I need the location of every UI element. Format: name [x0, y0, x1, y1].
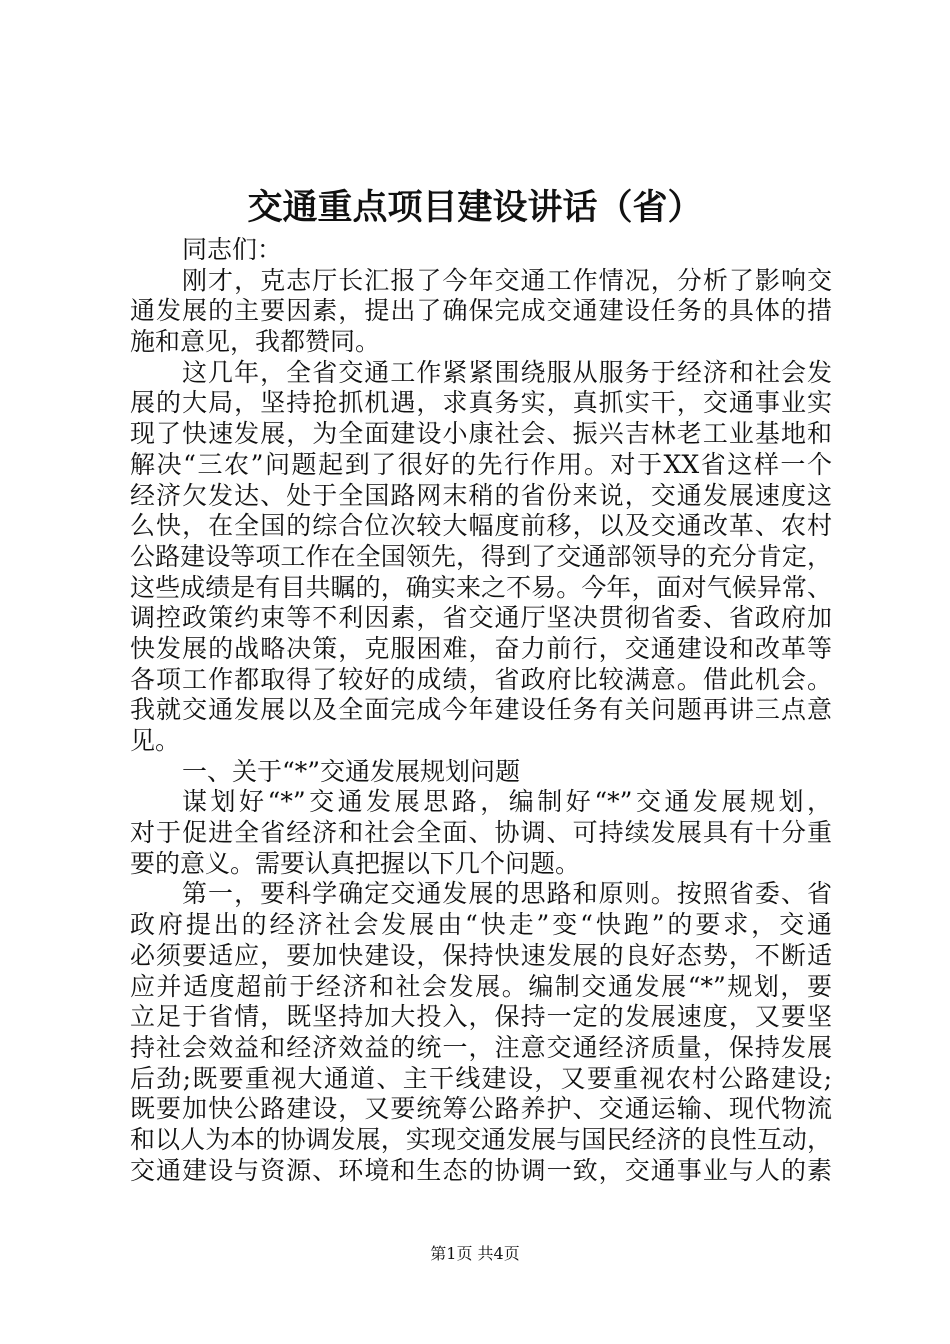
- paragraph: [130, 266, 832, 358]
- document-title: 交通重点项目建设讲话（省）: [247, 188, 703, 228]
- text-line: 么快，在全国的综合位次较大幅度前移，以及交通改革、农村: [130, 511, 832, 541]
- text-line: 一、关于“*”交通发展规划问题: [182, 756, 521, 786]
- text-line: 政府提出的经济社会发展由“快走”变“快跑”的要求，交通: [130, 910, 832, 940]
- text-line: 刚才，克志厅长汇报了今年交通工作情况，分析了影响交: [182, 265, 832, 295]
- text-line: 第一，要科学确定交通发展的思路和原则。按照省委、省: [182, 879, 832, 909]
- text-line: 公路建设等项工作在全国领先，得到了交通部领导的充分肯定，: [130, 541, 832, 571]
- text-line: 必须要适应，要加快建设，保持快速发展的良好态势，不断适: [130, 940, 832, 970]
- text-line: 通发展的主要因素，提出了确保完成交通建设任务的具体的措: [130, 296, 832, 326]
- text-line: 应并适度超前于经济和社会发展。编制交通发展“*”规划，要: [130, 971, 832, 1001]
- text-line: 见。: [130, 726, 181, 755]
- paragraph: [130, 879, 832, 1186]
- text-line: 对于促进全省经济和社会全面、协调、可持续发展具有十分重: [130, 818, 832, 848]
- text-line: 后劲;既要重视大通道、主干线建设，又要重视农村公路建设;: [130, 1063, 832, 1093]
- document-body: [130, 235, 832, 1186]
- text-line: 谋划好“*”交通发展思路，编制好“*”交通发展规划，: [182, 787, 832, 817]
- text-line: 我就交通发展以及全面完成今年建设任务有关问题再讲三点意: [130, 695, 832, 725]
- text-line: 持社会效益和经济效益的统一，注意交通经济质量，保持发展: [130, 1032, 832, 1062]
- text-line: 施和意见，我都赞同。: [130, 327, 381, 357]
- page-footer: 第1页 共4页: [430, 1244, 520, 1263]
- text-line: 既要加快公路建设，又要统筹公路养护、交通运输、现代物流: [130, 1094, 832, 1124]
- text-line: 同志们：: [182, 235, 283, 264]
- text-line: 这些成绩是有目共瞩的，确实来之不易。今年，面对气候异常、: [130, 572, 832, 602]
- text-line: 调控政策约束等不利因素，省交通厅坚决贯彻省委、省政府加: [130, 603, 832, 633]
- paragraph: [130, 235, 832, 266]
- text-line: 立足于省情，既坚持加大投入，保持一定的发展速度，又要坚: [130, 1002, 832, 1032]
- text-line: 快发展的战略决策，克服困难，奋力前行，交通建设和改革等: [130, 633, 832, 663]
- text-line: 交通建设与资源、环境和生态的协调一致，交通事业与人的素: [130, 1155, 832, 1185]
- text-line: 解决“三农”问题起到了很好的先行作用。对于XX省这样一个: [130, 449, 832, 479]
- text-line: 展的大局，坚持抢抓机遇，求真务实，真抓实干，交通事业实: [130, 388, 832, 418]
- paragraph: [130, 787, 832, 879]
- paragraph: [130, 358, 832, 757]
- text-line: 现了快速发展，为全面建设小康社会、振兴吉林老工业基地和: [130, 419, 832, 449]
- text-line: 经济欠发达、处于全国路网末稍的省份来说，交通发展速度这: [130, 480, 832, 510]
- text-line: 要的意义。需要认真把握以下几个问题。: [130, 848, 581, 878]
- text-line: 这几年，全省交通工作紧紧围绕服从服务于经济和社会发: [182, 357, 832, 387]
- text-line: 各项工作都取得了较好的成绩，省政府比较满意。借此机会。: [130, 664, 832, 694]
- text-line: 和以人为本的协调发展，实现交通发展与国民经济的良性互动，: [130, 1124, 832, 1154]
- paragraph: [130, 757, 832, 788]
